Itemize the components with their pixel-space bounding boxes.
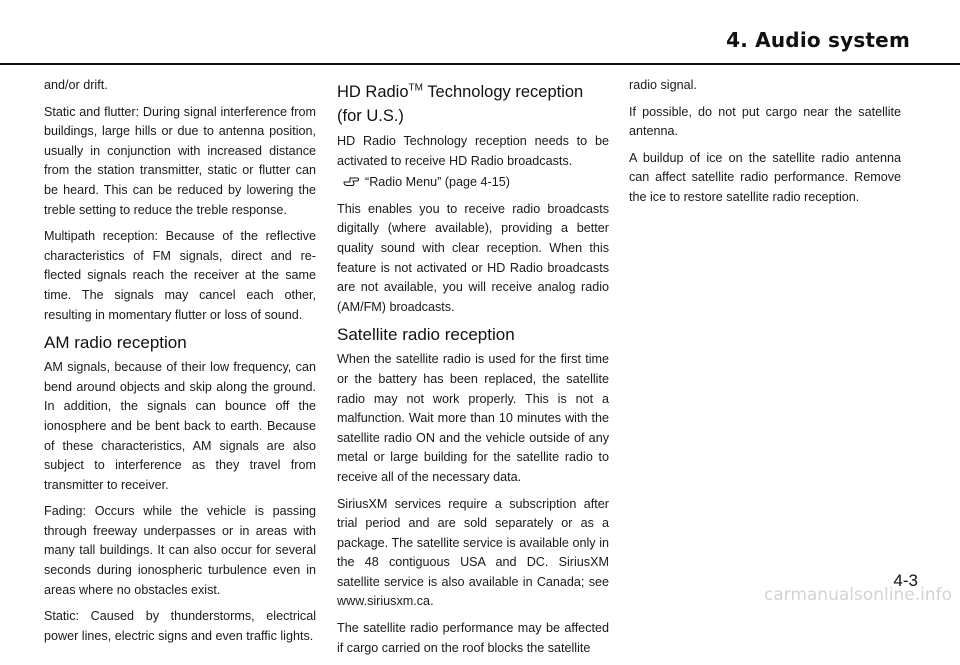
paragraph: The satellite radio performance may be affected if cargo carried on the roof blocks the satellite xyxy=(337,621,609,655)
column-1 xyxy=(44,76,316,653)
paragraph: AM signals, because of their low frequency, can bend around objects and skip along the ground. In addition, the signals can bounce off the ionosphere and be bent back to earth. Because of these characteristics, AM signals are also subject to interference as they travel from transmitter to receiver. xyxy=(44,360,316,492)
column-2 xyxy=(337,80,609,665)
paragraph: Static and flutter: During signal interference from buildings, large hills or due to antenna position, usually in conjunction with increased distance from the station transmitter, static or flutter can be heard. This can be reduced by lowering the treble setting to reduce the treble response. xyxy=(44,104,316,217)
hd-heading-post: Technology reception (for U.S.) xyxy=(337,83,584,125)
paragraph: When the satellite radio is used for the first time or the battery has been replaced, the satellite radio may not work properly. This is not a malfunction. Wait more than 10 minutes with the satellite radio ON and the vehicle outside of any metal or large building for the satellite radio to receive all of the necessary data. xyxy=(337,352,609,484)
cross-reference[interactable] xyxy=(337,173,609,193)
am-radio-heading: AM radio reception xyxy=(44,333,187,353)
section-title: 4. Audio system xyxy=(726,28,910,52)
paragraph: Fading: Occurs while the vehicle is passing through freeway underpasses or in areas with many tall buildings. It can also occur for several seconds during ionospheric turbulence even in areas where no obstacles exist. xyxy=(44,504,316,597)
paragraph: and/or drift. xyxy=(44,78,108,92)
paragraph: A buildup of ice on the satellite radio antenna can affect satellite radio performance. Remove the ice to restore satellite radio reception. xyxy=(629,150,901,204)
paragraph: Multipath reception: Because of the reflective characteristics of FM signals, direct and re- flected signals reach the receiver at the same time. The signals may cancel each other, resulting in momentary flutter or loss of sound. xyxy=(44,229,316,322)
page-number: 4-3 xyxy=(893,571,918,590)
paragraph: If possible, do not put cargo near the satellite antenna. xyxy=(629,104,901,139)
watermark: carmanualsonline.info xyxy=(763,585,952,605)
column-3 xyxy=(629,76,901,215)
reference-pointer-icon xyxy=(343,175,359,187)
paragraph: Static: Caused by thunderstorms, electrical power lines, electric signs and even traffic lights. xyxy=(44,609,316,643)
header-rule xyxy=(0,63,960,65)
hd-heading-pre: HD Radio xyxy=(337,83,409,101)
satellite-radio-heading: Satellite radio reception xyxy=(337,325,515,345)
paragraph: radio signal. xyxy=(629,78,697,92)
paragraph: SiriusXM services require a subscription after trial period and are sold separately or as a package. The satellite service is available only in the 48 contiguous USA and DC. SiriusXM satellite service is also available in Canada; see www.siriusxm.ca. xyxy=(337,496,609,609)
hd-radio-heading xyxy=(337,80,609,128)
paragraph: HD Radio Technology reception needs to be activated to receive HD Radio broadcasts. xyxy=(337,134,609,168)
cross-reference-text: “Radio Menu” (page 4-15) xyxy=(365,175,510,190)
paragraph: This enables you to receive radio broadcasts digitally (where available), providing a better quality sound with clear reception. When this feature is not activated or HD Radio broadcasts are not available, you will receive analog radio (AM/FM) broadcasts. xyxy=(337,201,609,314)
trademark-mark: TM xyxy=(408,82,423,94)
